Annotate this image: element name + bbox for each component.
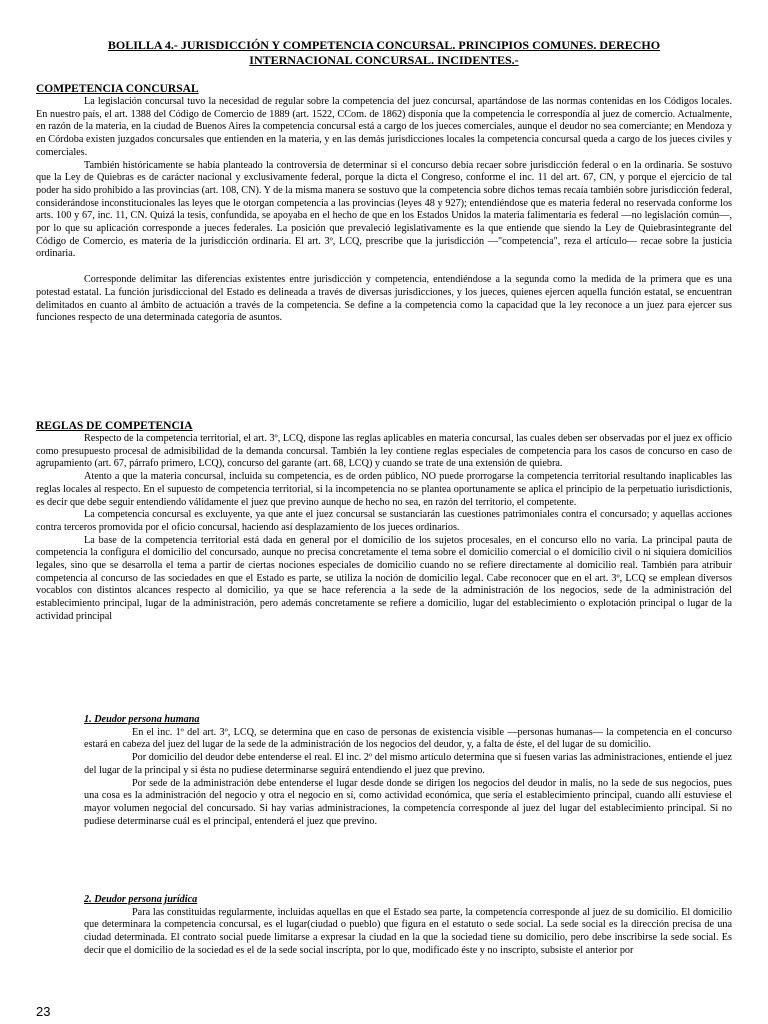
paragraph: Atento a que la materia concursal, incluida su competencia, es de orden público, NO puede prorrogarse la competencia territorial resultando inaplicables las reglas locales al respecto. En el supuesto de competencia territorial, si la incompetencia no se plantea oportunamente se aplica el principio de la perpetuatio iurisdictionis, es decir que debe seguir entendiendo válidamente el juez que previno aunque de hecho no sea, en razón del territorio, el competente. bbox=[36, 471, 732, 508]
paragraph: Para las constituidas regularmente, incluidas aquellas en que el Estado sea parte, la competencia corresponde al juez de su domicilio. El domicilio que determinara la competencia concursal, es el lugar(ciudad o pueblo) que figura en el estatuto o sede social. La sede social es la dirección precisa de una ciudad determinada. El contrato social puede limitarse a expresar la ciudad en la que la sociedad tiene su domicilio, pero debe inscribirse la sede social. Es decir que el domicilio de la sociedad es el de la sede social inscripta, por lo que, modificado éste y no inscripto, subsiste el anterior por bbox=[84, 906, 732, 956]
paragraph: La legislación concursal tuvo la necesidad de regular sobre la competencia del juez concursal, apartándose de las normas contenidas en los Códigos locales. En nuestro país, el art. 1388 del Código de Comercio de 1889 (art. 1522, CCom. de 1862) disponía que la competencia le correspondía al juez de comercio. Actualmente, en razón de la materia, en la ciudad de Buenos Aires la competencia concursal está a cargo de los jueces comerciales, aunque el deudor no sea comerciante; en Mendoza y en Córdoba existen juzgados concursales que entienden en la materia, y en las demás jurisdicciones locales la competencia concursal queda a cargo de los jueces civiles y comerciales. bbox=[36, 96, 732, 158]
paragraph: La base de la competencia territorial está dada en general por el domicilio de los sujetos procesales, en el concurso ello no varía. La principal pauta de competencia la configura el domicilio del concursado, aunque no precisa concretamente el tema sobre el domicilio comercial o el domicilio civil o ni siquiera domicilios legales, sino que se desarrolla el tema a partir de ciertas nociones especiales de domicilio cuando no se refiere directamente al domicilio real. También para atribuir competencia al concurso de las sociedades en que el Estado es parte, se utiliza la noción de domicilio legal. Cabe reconocer que en el art. 3º, LCQ se emplean diversos vocablos con distintos alcances respecto al domicilio, ya que se hace referencia a la sede de la administración de los negocios, sede de la administración del establecimiento principal, lugar de la administración, pero además concretamente se refiere a domicilio, lugar del establecimiento o explotación principal o lugar de la actividad principal bbox=[36, 534, 732, 622]
paragraph: Por sede de la administración debe entenderse el lugar desde donde se dirigen los negocios del deudor in malis, no la sede de sus negocios, pues una cosa es la administración del negocio y otra el negocio en sí, como actividad económica, que sería el establecimiento principal, cuando allí estuviese el mayor volumen negocial del concursado. Si hay varias administraciones, la competencia corresponde al juez del lugar del establecimiento principal. Si no pudiese determinarse cuál es el principal, entenderá el juez que previno. bbox=[84, 777, 732, 827]
subsection-heading: 1. Deudor persona humana bbox=[84, 714, 200, 725]
page-number: 23 bbox=[36, 1004, 51, 1019]
section-reglas-de-competencia bbox=[36, 419, 732, 624]
subsection-heading: 2. Deudor persona jurídica bbox=[84, 894, 198, 905]
subsection-deudor-persona-humana bbox=[36, 714, 732, 828]
paragraph: Corresponde delimitar las diferencias existentes entre jurisdicción y competencia, entendiéndose a la segunda como la medida de la primera que es una potestad estatal. La función jurisdiccional del Estado es delineada a través de diversas jurisdicciones, y los jueces, quienes ejercen aquella función estatal, se encuentran delimitados en cuanto al ámbito de actuación a través de la competencia. Se define a la competencia como la capacidad que la ley reconoce a un juez para ejercer sus funciones respecto de una determinada categoría de asuntos. bbox=[36, 274, 732, 324]
paragraph: También históricamente se había planteado la controversia de determinar si el concurso debía recaer sobre jurisdicción federal o en la ordinaria. Se sostuvo que la Ley de Quiebras es de carácter nacional y exclusivamente federal, porque la dicta el Congreso, conforme el inc. 11 del art. 67, CN, y porque el ejercicio de tal poder ha sido prohibido a las provincias (art. 108, CN). Y de la misma manera se sostuvo que la competencia sobre dichos temas recaía también sobre jurisdicción federal, considerándose inconstitucionales las leyes que le otorgan competencia a las provincias (leyes 48 y 927); entendiéndose que es materia federal no reservada conforme los arts. 100 y 67, inc. 11, CN. Quizá la tesis, confundida, se apoyaba en el hecho de que en los Estados Unidos la materia falimentaria es federal —no legislación común—, por lo que su aplicación corresponde a jueces federales. La posición que prevaleció legislativamente es la que entiende que siendo la Ley de Quiebrasintegrante del Código de Comercio, es materia de la jurisdicción ordinaria. El art. 3º, LCQ, prescribe que la jurisdicción —"competencia", reza el artículo— recae sobre la justicia ordinaria. bbox=[36, 159, 732, 260]
paragraph: Respecto de la competencia territorial, el art. 3º, LCQ, dispone las reglas aplicables en materia concursal, las cuales deben ser observadas por el juez ex officio como presupuesto procesal de admisibilidad de la demanda concursal. También la ley contiene reglas especiales de competencia para los casos de concurso en caso de agrupamiento (art. 67, párrafo primero, LCQ), concurso del garante (art. 68, LCQ) y cuando se trate de una extensión de quiebra. bbox=[36, 433, 732, 470]
section-heading: REGLAS DE COMPETENCIA bbox=[36, 420, 193, 432]
paragraph: Por domicilio del deudor debe entenderse el real. El inc. 2º del mismo artículo determina que si fuesen varias las administraciones, entiende el juez del lugar de la principal y si ésta no pudiese determinarse seguirá entendiendo el juez que previno. bbox=[84, 752, 732, 776]
section-heading: COMPETENCIA CONCURSAL bbox=[36, 83, 199, 95]
paragraph: La competencia concursal es excluyente, ya que ante el juez concursal se sustanciarán las cuestiones patrimoniales contra el concursado; y aquellas acciones contra terceros promovida por el oficio concursal, haciendo así desplazamiento de los jueces ordinarios. bbox=[36, 509, 732, 533]
page-title: BOLILLA 4.- JURISDICCIÓN Y COMPETENCIA CONCURSAL. PRINCIPIOS COMUNES. DERECHO INTERNACIONAL CONCURSAL. INCIDENTES.- bbox=[107, 38, 661, 67]
paragraph: En el inc. 1º del art. 3º, LCQ, se determina que en caso de personas de existencia visible —personas humanas— la competencia en el concurso estará en cabeza del juez del lugar de la sede de la administración de los negocios del deudor, y, a falta de éste, el del lugar de su domicilio. bbox=[84, 726, 732, 751]
section-competencia-concursal bbox=[36, 82, 732, 325]
subsection-deudor-persona-juridica bbox=[36, 894, 732, 958]
